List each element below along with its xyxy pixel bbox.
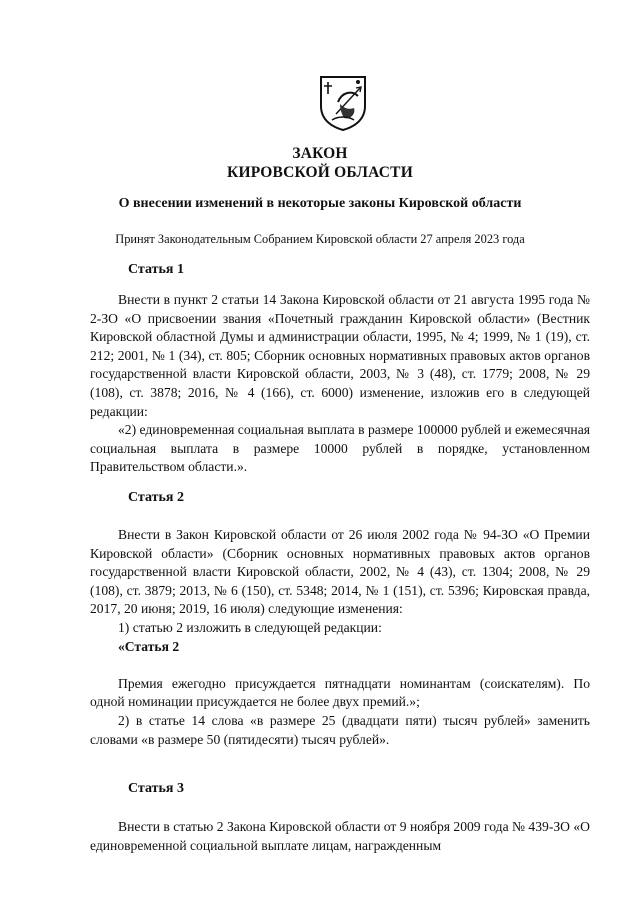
- law-subject: О внесении изменений в некоторые законы Кировской области: [118, 196, 522, 211]
- article-3-body: [90, 818, 590, 855]
- article-1-body: [90, 291, 590, 477]
- article-2-quoted-heading: «Статья 2: [118, 638, 180, 654]
- article-2-paragraph-3: Премия ежегодно присуждается пятнадцати номинантам (соискателям). По одной номинации присуждается не более двух премий.»;: [90, 675, 590, 710]
- law-title: ЗАКОН: [292, 145, 348, 162]
- article-1-heading: Статья 1: [128, 262, 184, 277]
- kirov-coat-of-arms-icon: [318, 74, 368, 132]
- article-2-heading: Статья 2: [128, 490, 184, 505]
- article-2-paragraph-4: 2) в статье 14 слова «в размере 25 (двадцати пяти) тысяч рублей» заменить словами «в размере 50 (пятидесяти) тысяч рублей».: [90, 712, 590, 747]
- article-3-paragraph-1: Внести в статью 2 Закона Кировской области от 9 ноября 2009 года № 439-ЗО «О единовременной социальной выплате лицам, награжденным: [90, 819, 590, 853]
- spacer: [90, 656, 590, 675]
- law-region-title: КИРОВСКОЙ ОБЛАСТИ: [227, 164, 413, 181]
- article-2-body: [90, 526, 590, 749]
- article-1-paragraph-1: Внести в пункт 2 статьи 14 Закона Кировской области от 21 августа 1995 года № 2-ЗО «О присвоении звания «Почетный гражданин Кировской области» (Вестник Кировской областной Думы и администрации области, 1995, № 4; 1999, № 1 (19), ст. 212; 2001, № 1 (34), ст. 805; Сборник основных нормативных правовых актов органов государственной власти Кировской области, 2003, № 3 (48), ст. 1779; 2008, № 29 (108), ст. 3878; 2016, № 4 (166), ст. 6000) изменение, изложив его в следующей редакции:: [90, 292, 590, 419]
- article-2-paragraph-1: Внести в Закон Кировской области от 26 июля 2002 года № 94-ЗО «О Премии Кировской области» (Сборник основных нормативных правовых актов органов государственной власти Кировской области, 2002, № 4 (43), ст. 1304; 2008, № 29 (108), ст. 3879; 2013, № 6 (150), ст. 5348; 2014, № 1 (151), ст. 5396; Кировская правда, 2017, 20 июня; 2019, 16 июля) следующие изменения:: [90, 527, 590, 617]
- article-1-paragraph-2: «2) единовременная социальная выплата в размере 100000 рублей и ежемесячная социальная выплата в размере 10000 рублей в порядке, установленном Правительством области.».: [90, 422, 590, 475]
- adoption-note: Принят Законодательным Собранием Кировской области 27 апреля 2023 года: [115, 232, 525, 246]
- article-2-paragraph-2: 1) статью 2 изложить в следующей редакции:: [118, 619, 382, 635]
- article-3-heading: Статья 3: [128, 781, 184, 796]
